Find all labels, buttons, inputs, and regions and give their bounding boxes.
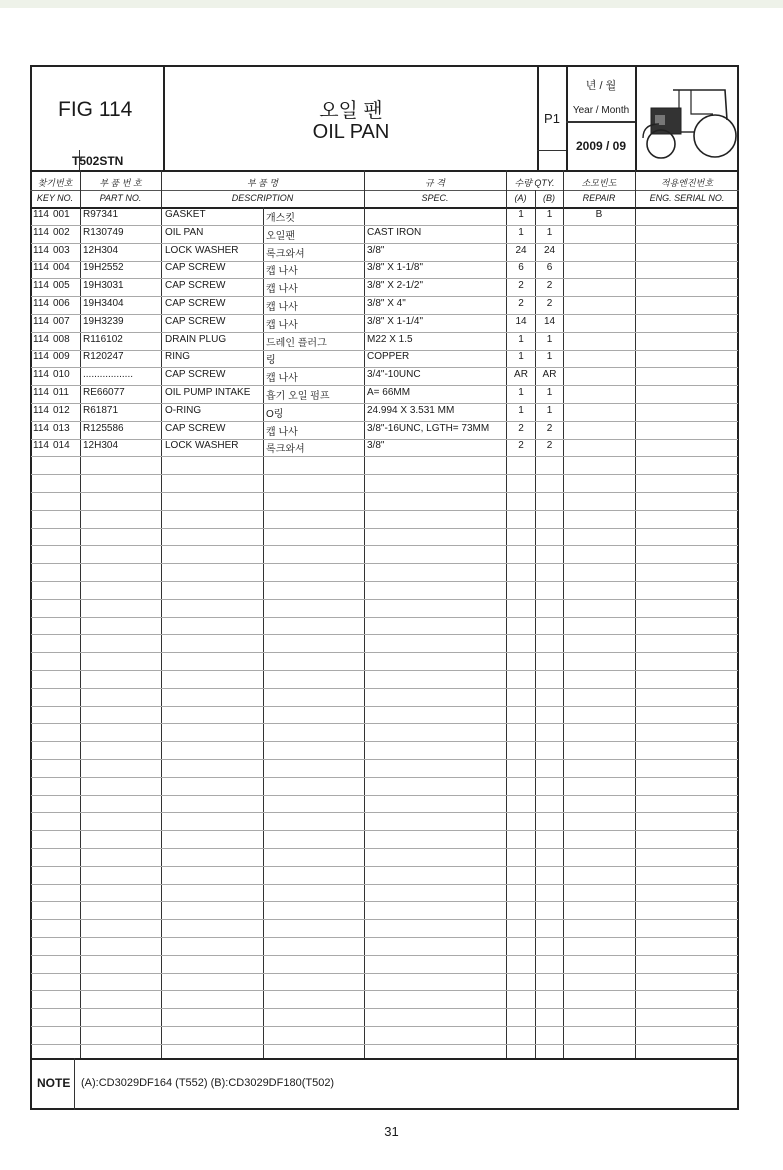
cell-description: CAP SCREW: [165, 369, 226, 380]
figure-number: FIG 114: [58, 98, 133, 121]
cell-description: CAP SCREW: [165, 298, 226, 309]
rule-line: [31, 278, 738, 279]
col-sep-desc-lang: [263, 207, 264, 1058]
rule-line: [31, 688, 738, 689]
cell-part-no: R97341: [83, 209, 119, 220]
colhead-part-ko: 부 품 번 호: [99, 178, 142, 188]
rule-line: [31, 563, 738, 564]
rule-line: [31, 332, 738, 333]
cell-spec: 3/8" X 2-1/2": [367, 280, 424, 291]
cell-repair: B: [595, 209, 603, 220]
rule-line: [31, 884, 738, 885]
cell-qty-b: 2: [546, 280, 553, 291]
cell-part-no: RE66077: [83, 387, 125, 398]
note-label: NOTE: [37, 1076, 71, 1090]
cell-qty-b: 2: [546, 423, 553, 434]
cell-seq: 008: [53, 334, 70, 345]
header-bottom-line: [30, 170, 739, 172]
col-sep-qtyb: [563, 170, 564, 1058]
cell-seq: 002: [53, 227, 70, 238]
rule-line: [31, 830, 738, 831]
rule-line: [31, 421, 738, 422]
cell-seq: 001: [53, 209, 70, 220]
year-month-label: Year / Month: [572, 105, 630, 116]
colhead-qty-b: (B): [543, 193, 555, 203]
cell-key: 114: [33, 262, 49, 273]
cell-description-korean: 캡 나사: [266, 373, 298, 384]
cell-part-no: 19H3404: [83, 298, 124, 309]
cell-description-korean: 캡 나사: [266, 266, 298, 277]
cell-qty-a: 1: [518, 227, 524, 238]
cell-spec: 3/4"-10UNC: [367, 369, 421, 380]
rule-line: [31, 474, 738, 475]
cell-spec: 3/8": [367, 245, 385, 256]
rule-line: [31, 617, 738, 618]
cell-spec: 3/8"-16UNC, LGTH= 73MM: [367, 423, 490, 434]
cell-seq: 009: [53, 351, 70, 362]
cell-key: 114: [33, 423, 49, 434]
note-text: (A):CD3029DF164 (T552) (B):CD3029DF180(T502): [81, 1077, 335, 1089]
rule-line: [31, 634, 738, 635]
note-divider: [74, 1058, 75, 1110]
cell-seq: 005: [53, 280, 70, 291]
cell-seq: 012: [53, 405, 70, 416]
cell-qty-a: 1: [518, 405, 524, 416]
rule-line: [31, 225, 738, 226]
cell-spec: COPPER: [367, 351, 410, 362]
cell-description: OIL PAN: [165, 227, 204, 238]
rule-line: [31, 367, 738, 368]
table-frame: [30, 65, 739, 1110]
colhead-key: KEY NO.: [36, 193, 74, 203]
cell-seq: 004: [53, 262, 70, 273]
model-code: T502STN: [72, 154, 124, 168]
colhead-qty-a: (A): [514, 193, 527, 203]
colhead-qty: 수량 QTY.: [514, 178, 555, 188]
cell-qty-b: 6: [546, 262, 553, 273]
cell-description: LOCK WASHER: [165, 440, 239, 451]
rule-line: [31, 314, 738, 315]
cell-key: 114: [33, 316, 49, 327]
cell-qty-b: 2: [546, 440, 553, 451]
cell-description: CAP SCREW: [165, 280, 226, 291]
cell-key: 114: [33, 334, 49, 345]
note-top-line: [30, 1058, 739, 1060]
colhead-mid-line: [30, 190, 739, 191]
cell-qty-b: 2: [546, 298, 553, 309]
cell-description-korean: O링: [266, 409, 284, 420]
cell-seq: 011: [53, 387, 69, 398]
cell-description-korean: 캡 나사: [266, 427, 298, 438]
date-divider: [635, 65, 637, 170]
cell-qty-b: 1: [546, 387, 553, 398]
cell-description: DRAIN PLUG: [165, 334, 227, 345]
rule-line: [31, 1008, 738, 1009]
cell-seq: 010: [53, 369, 70, 380]
rule-line: [31, 990, 738, 991]
rule-line: [31, 296, 738, 297]
cell-description-korean: 드레인 플러그: [266, 338, 327, 349]
cell-part-no: R61871: [83, 405, 119, 416]
cell-description-korean: 록크와셔: [266, 444, 305, 455]
rule-line: [31, 955, 738, 956]
page-title: OIL PAN: [312, 121, 390, 143]
cell-key: 114: [33, 387, 49, 398]
cell-spec: A= 66MM: [367, 387, 411, 398]
cell-description-korean: 록크와셔: [266, 249, 305, 260]
cell-description-korean: 개스킷: [266, 213, 295, 224]
cell-seq: 013: [53, 423, 70, 434]
colhead-spec-ko: 규 격: [425, 178, 445, 188]
cell-qty-b: 14: [543, 316, 556, 327]
cell-part-no: R130749: [83, 227, 124, 238]
colhead-part: PART NO.: [99, 193, 142, 203]
rule-line: [31, 528, 738, 529]
rule-line: [31, 1026, 738, 1027]
page-code: P1: [544, 111, 560, 126]
cell-part-no: R125586: [83, 423, 124, 434]
date-split: [566, 121, 635, 123]
col-sep-key: [80, 170, 81, 1058]
rule-line: [31, 937, 738, 938]
cell-part-no: 12H304: [83, 245, 119, 256]
cell-spec: 3/8" X 1-1/8": [367, 262, 424, 273]
cell-spec: 3/8" X 4": [367, 298, 406, 309]
rule-line: [31, 723, 738, 724]
page-title-korean: 오일 팬: [319, 100, 383, 122]
rule-line: [31, 510, 738, 511]
cell-key: 114: [33, 440, 49, 451]
cell-description: O-RING: [165, 405, 202, 416]
colhead-desc: DESCRIPTION: [231, 193, 294, 203]
cell-seq: 007: [53, 316, 70, 327]
cell-spec: 24.994 X 3.531 MM: [367, 405, 455, 416]
cell-spec: M22 X 1.5: [367, 334, 413, 345]
scan-edge: [0, 0, 783, 8]
cell-spec: 3/8" X 1-1/4": [367, 316, 424, 327]
cell-part-no: R120247: [83, 351, 124, 362]
cell-part-no: 19H3239: [83, 316, 124, 327]
rule-line: [31, 243, 738, 244]
rule-line: [31, 403, 738, 404]
rule-line: [31, 777, 738, 778]
cell-key: 114: [33, 280, 49, 291]
rule-line: [31, 492, 738, 493]
colhead-repair-ko: 소모빈도: [581, 178, 617, 188]
rule-line: [31, 670, 738, 671]
cell-description-korean: 캡 나사: [266, 320, 298, 331]
col-sep-repair: [635, 170, 636, 1058]
rule-line: [31, 973, 738, 974]
cell-part-no: 19H2552: [83, 262, 124, 273]
cell-part-no: 12H304: [83, 440, 119, 451]
cell-qty-a: 6: [518, 262, 524, 273]
colhead-repair: REPAIR: [582, 193, 616, 203]
cell-qty-b: 1: [546, 334, 553, 345]
rule-line: [31, 385, 738, 386]
tractor-icon: [639, 82, 737, 167]
cell-qty-b: 1: [546, 209, 553, 220]
cell-description: RING: [165, 351, 190, 362]
cell-key: 114: [33, 369, 49, 380]
cell-part-no: ..................: [83, 369, 134, 380]
rule-line: [31, 652, 738, 653]
cell-qty-a: 2: [518, 440, 524, 451]
cell-qty-a: 1: [518, 209, 524, 220]
cell-qty-a: 2: [518, 298, 524, 309]
cell-spec: CAST IRON: [367, 227, 422, 238]
colhead-desc-ko: 부 품 명: [246, 178, 279, 188]
cell-qty-a: 1: [518, 351, 524, 362]
cell-description: CAP SCREW: [165, 423, 226, 434]
cell-key: 114: [33, 405, 49, 416]
cell-seq: 014: [53, 440, 70, 451]
rule-line: [31, 795, 738, 796]
cell-qty-b: 24: [543, 245, 556, 256]
rule-line: [31, 706, 738, 707]
cell-qty-a: AR: [514, 369, 528, 380]
rule-line: [31, 599, 738, 600]
rule-line: [31, 456, 738, 457]
cell-qty-a: 2: [518, 280, 524, 291]
cell-description: CAP SCREW: [165, 316, 226, 327]
colhead-serial: ENG. SERIAL NO.: [649, 193, 725, 203]
colhead-key-ko: 찾기번호: [37, 178, 73, 188]
cell-description-korean: 흡기 오일 펌프: [266, 391, 330, 402]
cell-spec: 3/8": [367, 440, 385, 451]
rule-line: [31, 848, 738, 849]
rule-line: [31, 545, 738, 546]
cell-qty-b: 1: [546, 351, 553, 362]
col-sep-part: [161, 170, 162, 1058]
rule-line: [31, 1044, 738, 1045]
cell-seq: 003: [53, 245, 70, 256]
cell-key: 114: [33, 209, 49, 220]
cell-qty-b: 1: [546, 227, 553, 238]
rule-line: [31, 919, 738, 920]
cell-qty-a: 24: [515, 245, 527, 256]
cell-qty-a: 1: [518, 387, 524, 398]
cell-description-korean: 링: [266, 355, 276, 366]
year-month-value: 2009 / 09: [575, 139, 627, 153]
rule-line: [31, 741, 738, 742]
cell-qty-b: 1: [546, 405, 553, 416]
rule-line: [31, 812, 738, 813]
cell-description-korean: 오일팬: [266, 231, 295, 242]
col-sep-desc: [364, 170, 365, 1058]
cell-description: LOCK WASHER: [165, 245, 239, 256]
page-number: 31: [384, 1124, 399, 1139]
cell-key: 114: [33, 298, 49, 309]
rule-line: [31, 901, 738, 902]
cell-part-no: R116102: [83, 334, 123, 345]
cell-seq: 006: [53, 298, 70, 309]
cell-qty-a: 1: [518, 334, 524, 345]
rule-line: [31, 759, 738, 760]
rule-line: [31, 866, 738, 867]
cell-part-no: 19H3031: [83, 280, 124, 291]
p1-split: [537, 150, 566, 151]
cell-description: CAP SCREW: [165, 262, 226, 273]
colhead-spec: SPEC.: [421, 193, 449, 203]
cell-qty-a: 14: [515, 316, 527, 327]
cell-qty-b: AR: [542, 369, 557, 380]
cell-key: 114: [33, 351, 49, 362]
cell-key: 114: [33, 245, 49, 256]
cell-description: OIL PUMP INTAKE: [165, 387, 251, 398]
cell-description-korean: 캡 나사: [266, 302, 298, 313]
colhead-serial-ko: 적용엔진번호: [660, 178, 714, 188]
cell-key: 114: [33, 227, 49, 238]
cell-qty-a: 2: [518, 423, 524, 434]
rule-line: [31, 581, 738, 582]
cell-description-korean: 캡 나사: [266, 284, 298, 295]
year-month-label-korean: 년 / 월: [585, 80, 617, 92]
cell-description: GASKET: [165, 209, 206, 220]
